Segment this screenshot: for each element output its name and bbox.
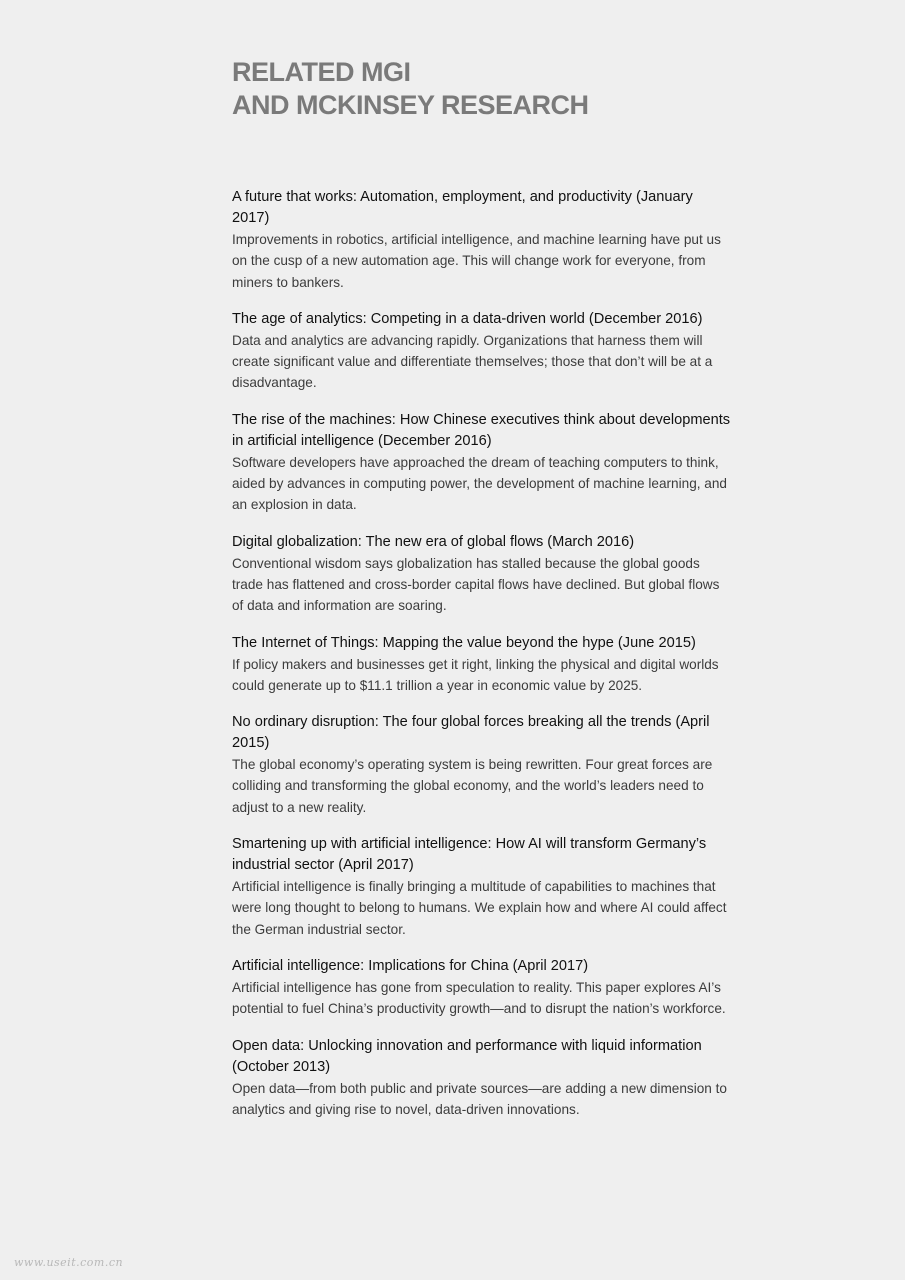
research-entry-title: The age of analytics: Competing in a data-driven world (December 2016) <box>232 310 703 327</box>
page-title-line-1: RELATED MGI <box>232 57 411 87</box>
research-entry-summary: Open data—from both public and private sources—are adding a new dimension to analytics and giving rise to novel, data-driven innovations. <box>232 1080 727 1117</box>
research-entry-summary: Data and analytics are advancing rapidly. Organizations that harness them will create significant value and differentiate themselves; those that don’t will be at a disadvantage. <box>232 332 713 391</box>
research-entry-summary: Software developers have approached the dream of teaching computers to think, aided by advances in computing power, the development of machine learning, and an explosion in data. <box>232 454 727 513</box>
research-entry <box>232 712 732 818</box>
research-entry <box>232 532 732 617</box>
research-entry <box>232 309 732 394</box>
research-list <box>232 187 732 1136</box>
research-entry <box>232 834 732 940</box>
research-entry <box>232 956 732 1020</box>
research-entry-title: A future that works: Automation, employment, and productivity (January 2017) <box>232 189 693 226</box>
research-entry-title: No ordinary disruption: The four global forces breaking all the trends (April 2015) <box>232 714 710 752</box>
research-entry-summary: Conventional wisdom says globalization has stalled because the global goods trade has flattened and cross-border capital flows have declined. But global flows of data and information are soaring. <box>232 555 720 614</box>
research-entry-title: The rise of the machines: How Chinese executives think about developments in artificial intelligence (December 2016) <box>232 411 731 449</box>
research-entry-summary: Artificial intelligence has gone from speculation to reality. This paper explores AI’s potential to fuel China’s productivity growth—and to disrupt the nation’s workforce. <box>232 979 726 1017</box>
research-entry <box>232 187 732 293</box>
research-entry-summary: Artificial intelligence is finally bringing a multitude of capabilities to machines that were long thought to belong to humans. We explain how and where AI could affect the German industrial sector. <box>232 879 727 937</box>
research-entry-summary: The global economy’s operating system is being rewritten. Four great forces are colliding and transforming the global economy, and the world’s leaders need to adjust to a new reality. <box>232 757 713 815</box>
research-entry-title: Smartening up with artificial intelligence: How AI will transform Germany’s industrial sector (April 2017) <box>232 836 707 874</box>
research-entry-title: Artificial intelligence: Implications for China (April 2017) <box>232 957 589 974</box>
page-title <box>232 56 589 122</box>
research-entry-title: The Internet of Things: Mapping the value beyond the hype (June 2015) <box>232 634 696 651</box>
page-title-line-2: AND MCKINSEY RESEARCH <box>232 90 589 120</box>
research-entry <box>232 410 732 516</box>
research-entry-title: Digital globalization: The new era of global flows (March 2016) <box>232 533 635 550</box>
research-entry-title: Open data: Unlocking innovation and performance with liquid information (October 2013) <box>232 1037 702 1075</box>
research-entry <box>232 633 732 697</box>
watermark-text: www.useit.com.cn <box>14 1256 124 1269</box>
research-entry-summary: If policy makers and businesses get it right, linking the physical and digital worlds could generate up to $11.1 trillion a year in economic value by 2025. <box>232 656 719 693</box>
research-entry <box>232 1036 732 1121</box>
research-entry-summary: Improvements in robotics, artificial intelligence, and machine learning have put us on the cusp of a new automation age. This will change work for everyone, from miners to bankers. <box>232 232 721 290</box>
